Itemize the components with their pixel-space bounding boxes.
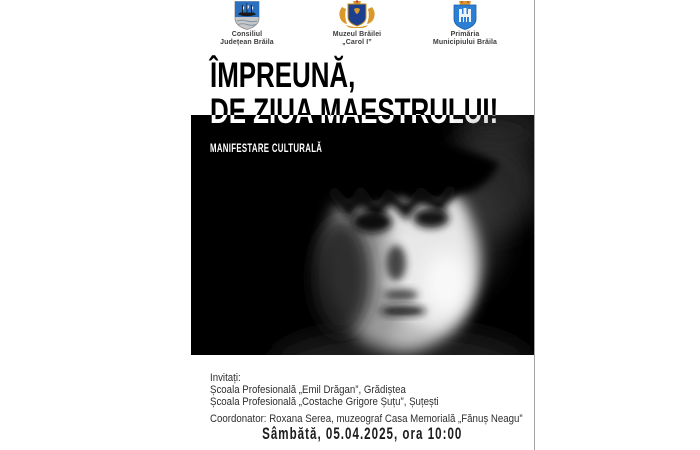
poster-title-line1: ÎMPREUNĂ, [210, 56, 356, 95]
page-right-border [534, 0, 535, 450]
museum-coat-of-arms-icon [336, 0, 378, 28]
city-hall-caption [410, 31, 520, 46]
invited-guest-2: Școala Profesională „Costache Grigore Șuțu”, Șuțești [210, 396, 439, 408]
poster-title [210, 58, 498, 130]
museum-caption-line1: Muzeul Brăilei [332, 31, 382, 38]
city-hall-coat-of-arms-icon [452, 0, 478, 30]
county-council-caption [192, 31, 302, 46]
museum-caption-line2: „Carol I” [342, 38, 372, 46]
museum-caption [302, 31, 412, 46]
county-council-caption-line1: Consiliul [231, 31, 263, 38]
coordinator-line: Coordonator: Roxana Serea, muzeograf Casa Memorială „Fănuș Neagu” [210, 413, 523, 425]
county-council-caption-line2: Județean Brăila [220, 38, 274, 46]
poster-title-line2: DE ZIUA MAESTRULUI! [210, 92, 499, 131]
county-council-coat-of-arms-icon [234, 1, 260, 30]
poster-subtitle: MANIFESTARE CULTURALĂ [210, 141, 323, 155]
event-datetime-text: Sâmbătă, 05.04.2025, ora 10:00 [262, 424, 463, 443]
invited-label: Invitați: [210, 372, 241, 384]
invited-guest-1: Școala Profesională „Emil Drăgan”, Grădiștea [210, 384, 406, 396]
city-hall-caption-line1: Primăria [450, 31, 480, 38]
event-datetime [191, 424, 534, 444]
city-hall-caption-line2: Municipiului Brăila [432, 38, 498, 46]
